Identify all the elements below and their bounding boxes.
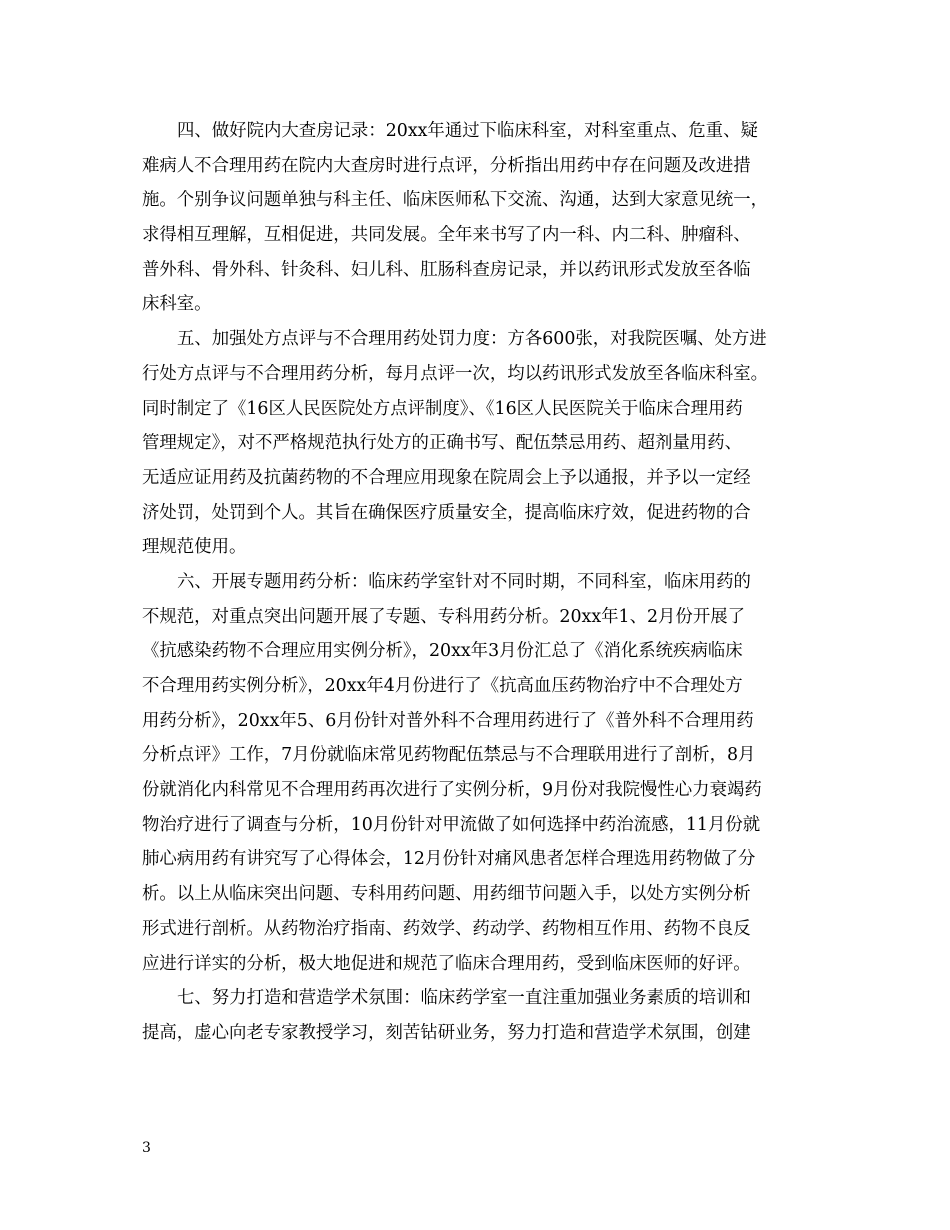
page-number: 3 (142, 1140, 151, 1156)
text-line: 四、做好院内大查房记录：20xx年通过下临床科室，对科室重点、危重、疑 (177, 121, 758, 141)
text-line: 《抗感染药物不合理应用实例分析》，20xx年3月份汇总了《消化系统疾病临床 (142, 641, 743, 662)
text-line: 提高，虚心向老专家教授学习，刻苦钻研业务，努力打造和营造学术氛围，创建 (142, 1022, 751, 1043)
text-line: 析。以上从临床突出问题、专科用药问题、用药细节问题入手，以处方实例分析 (142, 884, 751, 905)
paragraph-ward-round-records (142, 114, 807, 322)
text-line: 无适应证用药及抗菌药物的不合理应用现象在院周会上予以通报，并予以一定经 (142, 467, 751, 488)
text-line: 应进行详实的分析，极大地促进和规范了临床合理用药，受到临床医师的好评。 (142, 953, 751, 974)
text-line: 床科室。 (142, 294, 212, 315)
text-line: 物治疗进行了调查与分析，10月份针对甲流做了如何选择中药治流感，11月份就 (142, 814, 761, 835)
text-line: 行处方点评与不合理用药分析，每月点评一次，均以药讯形式发放至各临床科室。 (142, 363, 769, 384)
text-line: 同时制定了《16区人民医院处方点评制度》、《16区人民医院关于临床合理用药 (142, 398, 743, 419)
text-line: 难病人不合理用药在院内大查房时进行点评，分析指出用药中存在问题及改进措 (142, 155, 751, 176)
text-line: 普外科、骨外科、针灸科、妇儿科、肛肠科查房记录，并以药讯形式发放至各临 (142, 259, 751, 280)
text-line: 份就消化内科常见不合理用药再次进行了实例分析，9月份对我院慢性心力衰竭药 (142, 780, 762, 801)
paragraph-academic-atmosphere (142, 981, 807, 1050)
text-line: 管理规定》，对不严格规范执行处方的正确书写、配伍禁忌用药、超剂量用药、 (142, 433, 742, 454)
text-line: 六、开展专题用药分析：临床药学室针对不同时期，不同科室，临床用药的 (177, 571, 751, 592)
paragraph-topic-analysis (142, 565, 807, 981)
text-line: 形式进行剖析。从药物治疗指南、药效学、药动学、药物相互作用、药物不良反 (142, 918, 751, 939)
text-line: 五、加强处方点评与不合理用药处罚力度：方各600张，对我院医嘱、处方进 (177, 329, 767, 350)
text-line: 肺心病用药有讲究写了心得体会，12月份针对痛风患者怎样合理选用药物做了分 (142, 849, 756, 870)
document-body (142, 114, 807, 1051)
text-line: 分析点评》工作，7月份就临床常见药物配伍禁忌与不合理联用进行了剖析，8月 (142, 745, 756, 766)
text-line: 不合理用药实例分析》，20xx年4月份进行了《抗高血压药物治疗中不合理处方 (142, 676, 743, 696)
text-line: 济处罚，处罚到个人。其旨在确保医疗质量安全，提高临床疗效，促进药物的合 (142, 502, 751, 523)
text-line: 施。个别争议问题单独与科主任、临床医师私下交流、沟通，达到大家意见统一， (142, 190, 769, 211)
text-line: 不规范，对重点突出问题开展了专题、专科用药分析。20xx年1、2月份开展了 (142, 606, 745, 627)
text-line: 用药分析》，20xx年5、6月份针对普外科不合理用药进行了《普外科不合理用药 (142, 710, 754, 731)
text-line: 七、努力打造和营造学术氛围：临床药学室一直注重加强业务素质的培训和 (177, 988, 751, 1009)
text-line: 理规范使用。 (142, 537, 247, 558)
text-line: 求得相互理解，互相促进，共同发展。全年来书写了内一科、内二科、肿瘤科、 (142, 225, 751, 246)
paragraph-prescription-review (142, 322, 807, 565)
